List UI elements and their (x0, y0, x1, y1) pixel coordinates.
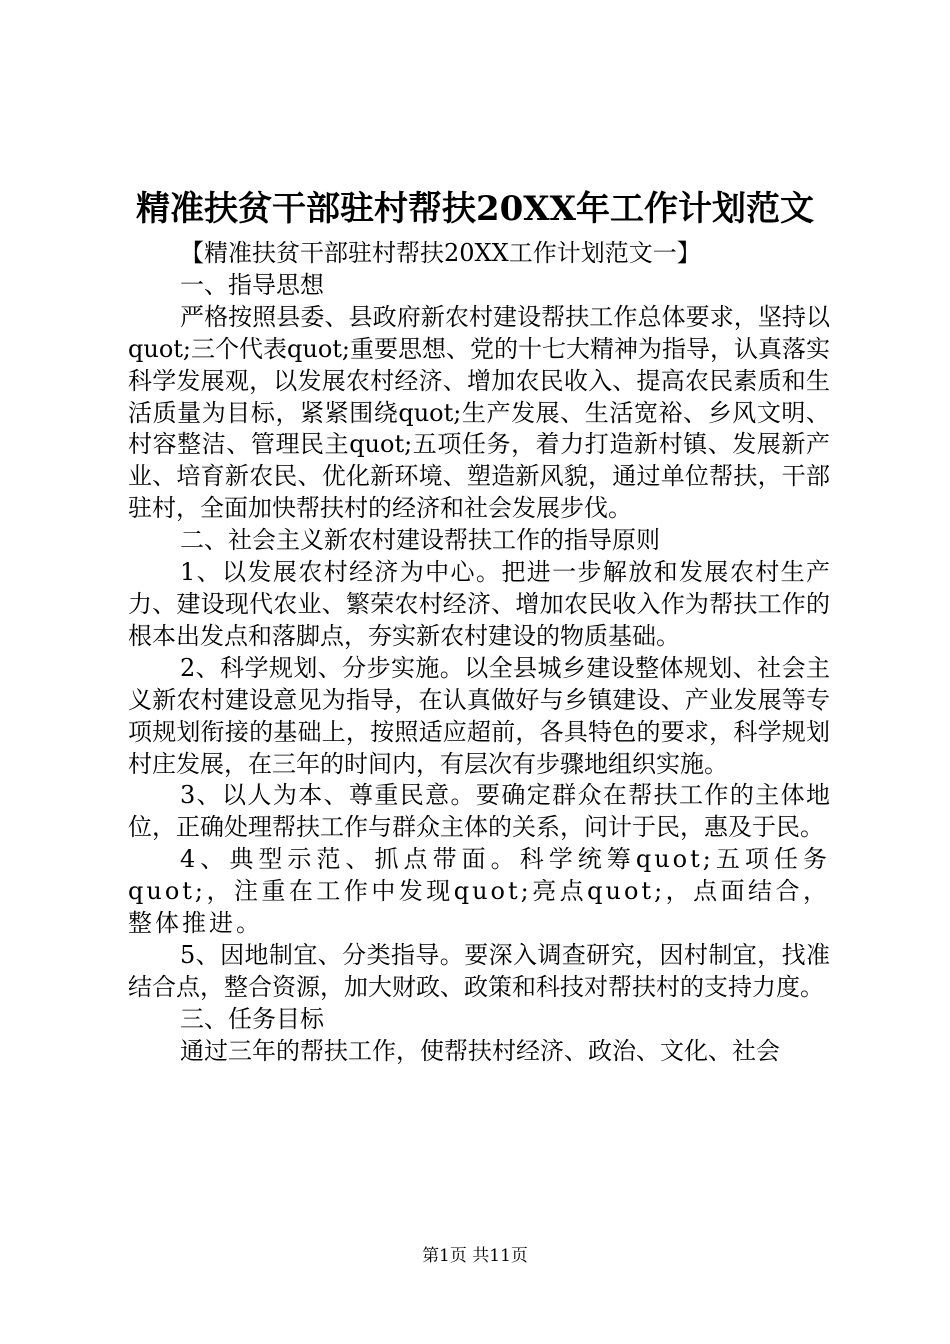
paragraph-principle-1: 1、以发展农村经济为中心。把进一步解放和发展农村生产力、建设现代农业、繁荣农村经济、增加农民收入作为帮扶工作的根本出发点和落脚点，夯实新农村建设的物质基础。 (128, 558, 830, 650)
paragraph-principle-3: 3、以人为本、尊重民意。要确定群众在帮扶工作的主体地位，正确处理帮扶工作与群众主体的关系，问计于民，惠及于民。 (128, 781, 830, 842)
page-number-footer: 第1页 共11页 (422, 1246, 528, 1266)
document-title: 精准扶贫干部驻村帮扶20XX年工作计划范文 (135, 189, 815, 229)
paragraph-principle-4: 4、典型示范、抓点带面。科学统筹quot;五项任务quot;，注重在工作中发现quot;亮点quot;，点面结合，整体推进。 (128, 845, 830, 938)
paragraph-guiding-thought: 严格按照县委、县政府新农村建设帮扶工作总体要求，坚持以quot;三个代表quot;重要思想、党的十七大精神为指导，认真落实科学发展观，以发展农村经济、增加农民收入、提高农民素质和生活质量为目标，紧紧围绕quot;生产发展、生活宽裕、乡风文明、村容整洁、管理民主quot;五项任务，着力打造新村镇、发展新产业、培育新农民、优化新环境、塑造新风貌，通过单位帮扶，干部驻村，全面加快帮扶村的经济和社会发展步伐。 (128, 302, 830, 523)
paragraph-principle-2: 2、科学规划、分步实施。以全县城乡建设整体规划、社会主义新农村建设意见为指导，在认真做好与乡镇建设、产业发展等专项规划衔接的基础上，按照适应超前，各具特色的要求，科学规划村庄发展，在三年的时间内，有层次有步骤地组织实施。 (128, 653, 830, 778)
paragraph-task-goals: 通过三年的帮扶工作，使帮扶村经济、政治、文化、社会 (180, 1036, 780, 1065)
document-body (128, 238, 830, 1068)
heading-task-goals: 三、任务目标 (180, 1004, 324, 1033)
heading-guiding-principles: 二、社会主义新农村建设帮扶工作的指导原则 (180, 526, 660, 555)
paragraph-principle-5: 5、因地制宜、分类指导。要深入调查研究，因村制宜，找准结合点，整合资源，加大财政、政策和科技对帮扶村的支持力度。 (128, 940, 830, 1001)
heading-guiding-thought: 一、指导思想 (180, 270, 324, 299)
paragraph-subtitle: 【精准扶贫干部驻村帮扶20XX工作计划范文一】 (180, 239, 701, 267)
